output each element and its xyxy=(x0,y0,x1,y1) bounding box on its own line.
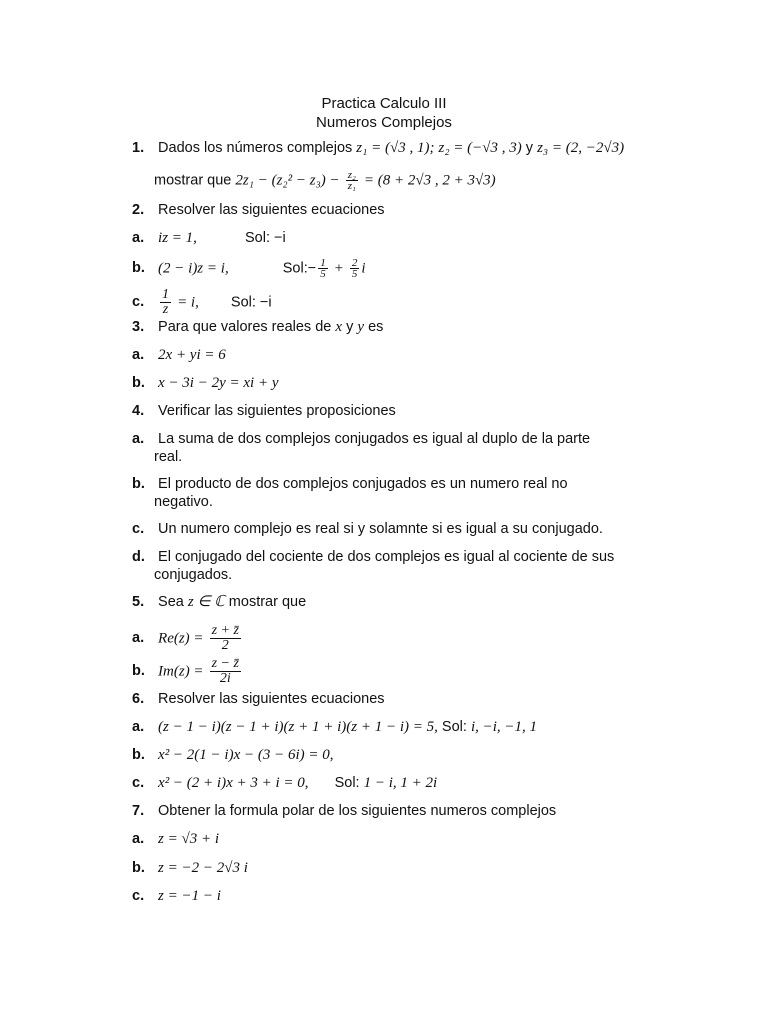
solution: Sol: −i xyxy=(244,230,286,246)
question-text: Obtener la formula polar de los siguientes numeros complejos xyxy=(158,803,557,819)
item-label: a. xyxy=(132,719,145,735)
question-7b xyxy=(132,859,752,877)
question-6 xyxy=(132,690,752,708)
math-equation: = i, xyxy=(177,294,199,311)
item-label: c. xyxy=(132,521,145,537)
item-label: c. xyxy=(132,294,145,311)
question-text: mostrar que xyxy=(228,594,307,610)
math-equation: x² − (2 + i)x + 3 + i = 0, xyxy=(158,775,309,791)
question-4a xyxy=(132,430,752,448)
math-variable: y xyxy=(357,319,365,335)
question-7c xyxy=(132,887,752,905)
fraction-denominator: z₁ xyxy=(347,180,356,192)
solution-label: Sol: xyxy=(441,719,467,735)
math-expression: Im(z) = xyxy=(158,663,204,680)
math-imaginary-unit: i xyxy=(361,260,366,277)
question-number: 5. xyxy=(132,594,145,610)
solution-label: Sol: xyxy=(334,775,360,791)
question-text: Verificar las siguientes proposiciones xyxy=(158,403,396,419)
question-4c xyxy=(132,520,752,538)
question-6b xyxy=(132,746,752,764)
question-2a xyxy=(132,229,752,247)
title-line-2: Numeros Complejos xyxy=(316,114,452,131)
question-3b xyxy=(132,374,752,392)
math-equation: z = −1 − i xyxy=(158,888,221,904)
math-z3: z₃ = (2, −2√3) xyxy=(537,140,625,156)
math-equation: 2x + yi = 6 xyxy=(158,347,226,363)
item-label: c. xyxy=(132,775,145,791)
item-label: a. xyxy=(132,230,145,246)
question-4d-continuation: conjugados. xyxy=(154,567,233,583)
question-text: Dados los números complejos xyxy=(158,140,353,156)
question-number: 4. xyxy=(132,403,145,419)
math-equation: (z − 1 − i)(z − 1 + i)(z + 1 + i)(z + 1 − i) = 5, xyxy=(158,719,438,735)
question-3a xyxy=(132,346,752,364)
question-1-continuation xyxy=(154,170,496,191)
item-text: El producto de dos complejos conjugados es un numero real no xyxy=(158,476,568,492)
math-fraction xyxy=(318,258,328,279)
item-label: d. xyxy=(132,549,145,565)
question-4d xyxy=(132,548,752,566)
item-label: b. xyxy=(132,860,145,876)
math-fraction xyxy=(350,258,360,279)
item-text: El conjugado del cociente de dos complejos es igual al cociente de sus xyxy=(158,549,615,565)
solution-values: i, −i, −1, 1 xyxy=(470,719,538,735)
question-5b xyxy=(132,657,752,686)
question-5 xyxy=(132,593,752,611)
item-label: b. xyxy=(132,375,145,391)
question-text: Resolver las siguientes ecuaciones xyxy=(158,202,385,218)
math-equation: x² − 2(1 − i)x − (3 − 6i) = 0, xyxy=(158,747,334,763)
math-equation: z = −2 − 2√3 i xyxy=(158,860,248,876)
question-text: y xyxy=(346,319,354,335)
math-fraction xyxy=(160,288,171,317)
question-4a-continuation: real. xyxy=(154,449,183,465)
math-z1: z₁ = (√3 , 1) xyxy=(356,140,430,156)
fraction-denominator: 5 xyxy=(351,268,358,280)
math-equation: (2 − i)z = i, xyxy=(158,260,229,277)
question-4b-continuation: negativo. xyxy=(154,494,213,510)
math-equation: x − 3i − 2y = xi + y xyxy=(158,375,279,391)
item-label: a. xyxy=(132,831,145,847)
fraction-denominator: z xyxy=(162,302,169,317)
fraction-numerator: z − z̄ xyxy=(211,656,239,671)
question-text: Sea xyxy=(158,594,184,610)
question-5a xyxy=(132,624,752,653)
solution-values: 1 − i, 1 + 2i xyxy=(363,775,438,791)
fraction-numerator: z₂ xyxy=(347,169,356,181)
item-text: La suma de dos complejos conjugados es igual al duplo de la parte xyxy=(158,431,591,447)
math-fraction xyxy=(210,624,241,653)
math-equation: iz = 1, xyxy=(158,230,197,246)
question-2c xyxy=(132,288,752,317)
question-1 xyxy=(132,139,752,157)
item-label: a. xyxy=(132,630,145,647)
math-z2: z₂ = (−√3 , 3) xyxy=(438,140,522,156)
fraction-denominator: 5 xyxy=(320,268,326,280)
question-text: es xyxy=(368,319,384,335)
solution: Sol: −i xyxy=(230,294,272,311)
question-4b xyxy=(132,475,752,493)
fraction-numerator: z + z̄ xyxy=(211,623,239,638)
question-7 xyxy=(132,802,752,820)
title-line-1: Practica Calculo III xyxy=(321,95,447,112)
math-equation: z = √3 + i xyxy=(158,831,220,847)
item-text: Un numero complejo es real si y solamnte si es igual a su conjugado. xyxy=(158,521,603,537)
math-expression: 2z₁ − (z₂² − z₃) − xyxy=(235,172,340,189)
math-separator: ; xyxy=(429,140,435,156)
fraction-numerator: 1 xyxy=(320,257,326,269)
math-expression: z ∈ ℂ xyxy=(187,594,225,610)
question-number: 1. xyxy=(132,140,145,156)
question-2 xyxy=(132,201,752,219)
question-text: Resolver las siguientes ecuaciones xyxy=(158,691,385,707)
item-label: b. xyxy=(132,663,145,680)
question-4 xyxy=(132,402,752,420)
fraction-numerator: 2 xyxy=(351,257,358,269)
conjunction: y xyxy=(525,140,534,156)
question-number: 6. xyxy=(132,691,145,707)
math-fraction xyxy=(210,657,241,686)
math-variable: x xyxy=(335,319,343,335)
math-operator: + xyxy=(333,260,344,277)
fraction-denominator: 2 xyxy=(221,638,229,653)
question-3 xyxy=(132,318,752,336)
item-label: c. xyxy=(132,888,145,904)
item-label: b. xyxy=(132,747,145,763)
math-expression: = (8 + 2√3 , 2 + 3√3) xyxy=(363,172,496,189)
question-number: 2. xyxy=(132,202,145,218)
question-text: mostrar que xyxy=(154,172,232,189)
question-7a xyxy=(132,830,752,848)
solution-prefix: Sol:− xyxy=(282,260,317,277)
item-label: b. xyxy=(132,260,145,277)
question-text: Para que valores reales de xyxy=(158,319,332,335)
fraction-denominator: 2i xyxy=(219,671,231,686)
question-6c xyxy=(132,774,752,792)
question-2b xyxy=(132,258,752,279)
fraction-numerator: 1 xyxy=(162,287,170,302)
question-number: 7. xyxy=(132,803,145,819)
item-label: b. xyxy=(132,476,145,492)
question-number: 3. xyxy=(132,319,145,335)
math-fraction xyxy=(346,170,358,191)
question-6a xyxy=(132,718,752,736)
item-label: a. xyxy=(132,347,145,363)
math-expression: Re(z) = xyxy=(158,630,204,647)
item-label: a. xyxy=(132,431,145,447)
